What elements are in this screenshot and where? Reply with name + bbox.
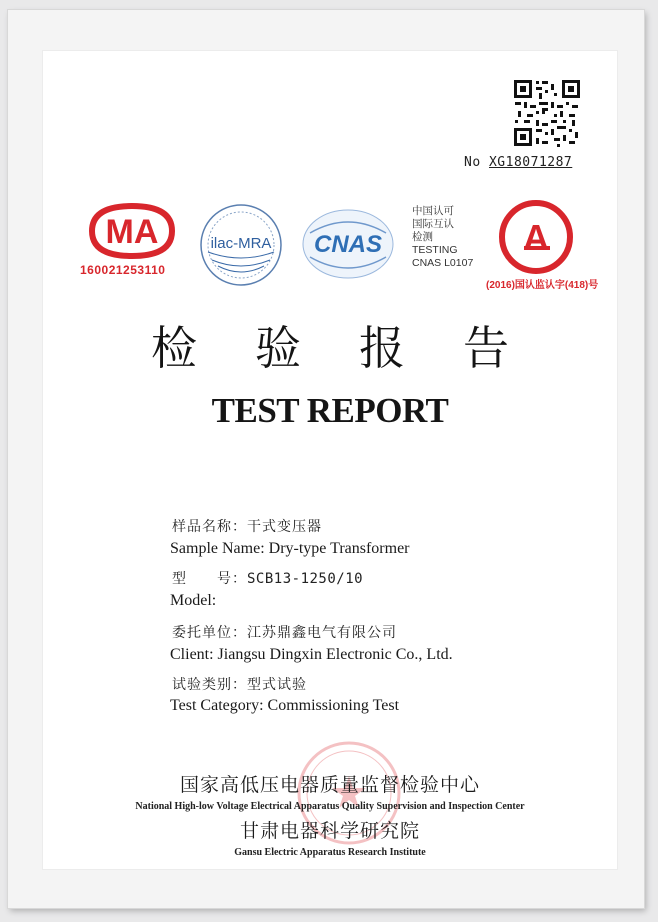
issuer-center-en: National High-low Voltage Electrical Apparatus Quality Supervision and Inspection Center [135,801,525,812]
cnas-note-line3: 检测 [412,231,433,243]
category-cn [172,674,307,694]
issuer-institute-cn: 甘肃电器科学研究院 [239,820,420,842]
cal-code: (2016)国认监认字(418)号 [486,280,599,291]
cnas-note-line4: TESTING [412,244,458,256]
cma-code: 160021253110 [80,263,166,277]
cnas-note-line2: 国际互认 [412,218,454,230]
number-value: XG18071287 [488,155,573,170]
sample-name-value-cn: 干式变压器 [247,519,322,535]
model-cn [172,568,363,588]
cma-logo-icon [82,200,182,262]
title-chinese: 检验报告 [151,321,567,375]
model-en: Model: [170,592,217,609]
cnas-note-line5: CNAS L0107 [412,257,474,269]
category-en: Test Category: Commissioning Test [170,697,400,714]
issuer-institute-en: Gansu Electric Apparatus Research Institute [234,847,426,858]
cnas-text: CNAS [313,231,383,258]
sample-name-cn [172,516,322,536]
category-value-cn: 型式试验 [247,677,307,693]
cnas-logo-icon [298,205,398,283]
ilac-mra-logo-icon [198,202,284,288]
issuer-center-cn: 国家高低压电器质量监督检验中心 [179,774,480,796]
model-value: SCB13-1250/10 [247,571,364,587]
category-label-cn: 试验类别： [172,677,247,693]
certificate-number [464,155,572,170]
cal-logo-icon [494,198,578,276]
svg-text:A: A [523,217,549,258]
cal-logo-text: CAL [535,272,537,273]
ilac-text: ilac-MRA [210,235,272,252]
certificate-paper [42,50,618,870]
client-cn [172,622,397,642]
client-label-cn: 委托单位： [172,625,247,641]
number-label: No [464,155,481,170]
title-english: TEST REPORT [211,391,449,430]
model-label-cn: 型 号： [172,571,247,587]
sample-name-label-cn: 样品名称： [172,519,247,535]
qr-code[interactable] [512,78,582,148]
cnas-accreditation-note [412,205,473,270]
sample-name-en: Sample Name: Dry-type Transformer [170,540,410,557]
cnas-note-line1: 中国认可 [412,205,454,217]
certificate-frame [8,10,644,908]
cma-logo-text: MA [105,213,159,251]
client-en: Client: Jiangsu Dingxin Electronic Co., Ltd. [170,646,453,663]
client-value-cn: 江苏鼎鑫电气有限公司 [247,625,397,641]
